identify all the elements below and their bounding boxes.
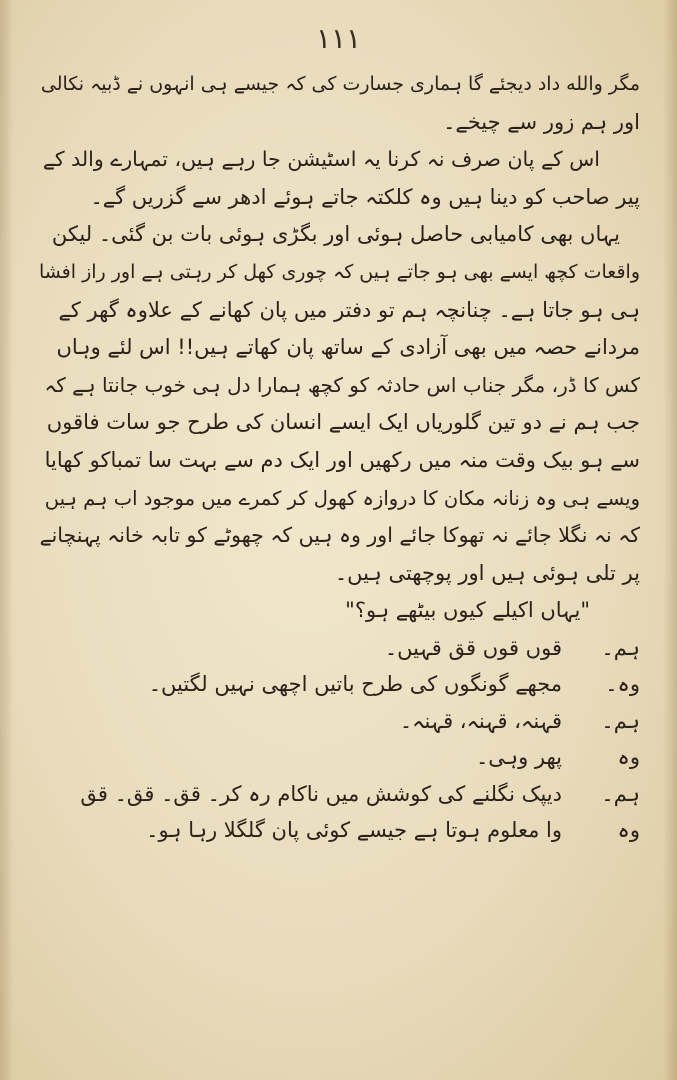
dialogue-text: قوں قوں قق قہیں۔ xyxy=(384,635,562,660)
dialogue-line xyxy=(40,776,640,813)
text-line-8: مردانے حصہ میں بھی آزادی کے ساتھ پان کھاتے ہیں!! اس لئے وہاں xyxy=(56,335,640,360)
text-line-5: یہاں بھی کامیابی حاصل ہوئی اور بگڑی ہوئی بات بن گئی۔ لیکن xyxy=(51,222,620,247)
dialogue-text: پھر وہی۔ xyxy=(475,745,562,770)
page-edge-left xyxy=(0,0,14,1080)
text-line-12: ویسے ہی وہ زنانہ مکان کا دروازہ کھول کر کمرے میں موجود اب ہم ہیں xyxy=(44,486,640,510)
text-line-11: سے ہو بیک وقت منہ میں رکھیں اور ایک دم سے بہت سا تمباکو کھایا xyxy=(44,447,640,472)
dialogue-speaker: وہ xyxy=(617,818,640,843)
dialogue-text: دیپک نگلنے کی کوشش میں ناکام رہ کر۔ قق۔ قق۔ قق xyxy=(80,781,562,806)
text-line-9: کس کا ڈر، مگر جناب اس حادثہ کو کچھ ہمارا دل ہی خوب جانتا ہے کہ xyxy=(44,372,640,397)
page-edge-right xyxy=(663,0,677,1080)
dialogue-text: قہنہ، قہنہ، قہنہ۔ xyxy=(399,708,562,733)
text-line-1: مگر والله داد دیجئے گا ہماری جسارت کی کہ جیسے ہی انہوں نے ڈبیہ نکالی xyxy=(40,73,640,95)
dialogue-speaker: ہم۔ xyxy=(601,708,640,733)
dialogue-speaker: وہ xyxy=(617,745,640,770)
page-number: ۱۱۱ xyxy=(315,22,362,55)
dialogue-speaker: وہ۔ xyxy=(605,672,640,697)
text-line-13: کہ نہ نگلا جائے نہ تھوکا جائے اور وہ ہیں کہ چھوٹے کو تابہ خانہ پہنچانے xyxy=(39,523,640,548)
quoted-question: "یہاں اکیلے کیوں بیٹھے ہو؟" xyxy=(345,598,590,623)
dialogue-line xyxy=(40,630,640,667)
dialogue-line xyxy=(40,666,640,703)
text-line-6: واقعات کچھ ایسے بھی ہو جاتے ہیں کہ چوری کھل کر رہتی ہے اور راز افشا xyxy=(38,260,640,283)
text-line-3: اس کے پان صرف نہ کرنا یہ اسٹیشن جا رہے ہیں، تمہارے والد کے xyxy=(42,147,600,172)
text-line-4: پیر صاحب کو دینا ہیں وہ کلکتہ جاتے ہوئے ادھر سے گزریں گے۔ xyxy=(90,184,640,209)
dialogue-text: وا معلوم ہوتا ہے جیسے کوئی پان گلگلا رہا ہو۔ xyxy=(146,818,562,843)
body-text xyxy=(40,66,640,849)
text-line-10: جب ہم نے دو تین گلوریاں ایک ایسے انسان کی طرح جو سات فاقوں xyxy=(46,410,640,435)
text-line-2: اور ہم زور سے چیخے۔ xyxy=(443,109,640,134)
dialogue-line xyxy=(40,739,640,776)
dialogue-line xyxy=(40,703,640,740)
text-line-7: ہی ہو جاتا ہے۔ چنانچہ ہم تو دفتر میں پان کھانے کے علاوہ گھر کے xyxy=(58,297,640,322)
dialogue-speaker: ہم۔ xyxy=(601,781,640,806)
dialogue-speaker: ہم۔ xyxy=(601,635,640,660)
text-line-14: پر تلی ہوئی ہیں اور پوچھتی ہیں۔ xyxy=(334,560,640,585)
dialogue-line xyxy=(40,812,640,849)
dialogue-text: مجھے گونگوں کی طرح باتیں اچھی نہیں لگتیں۔ xyxy=(148,672,562,697)
